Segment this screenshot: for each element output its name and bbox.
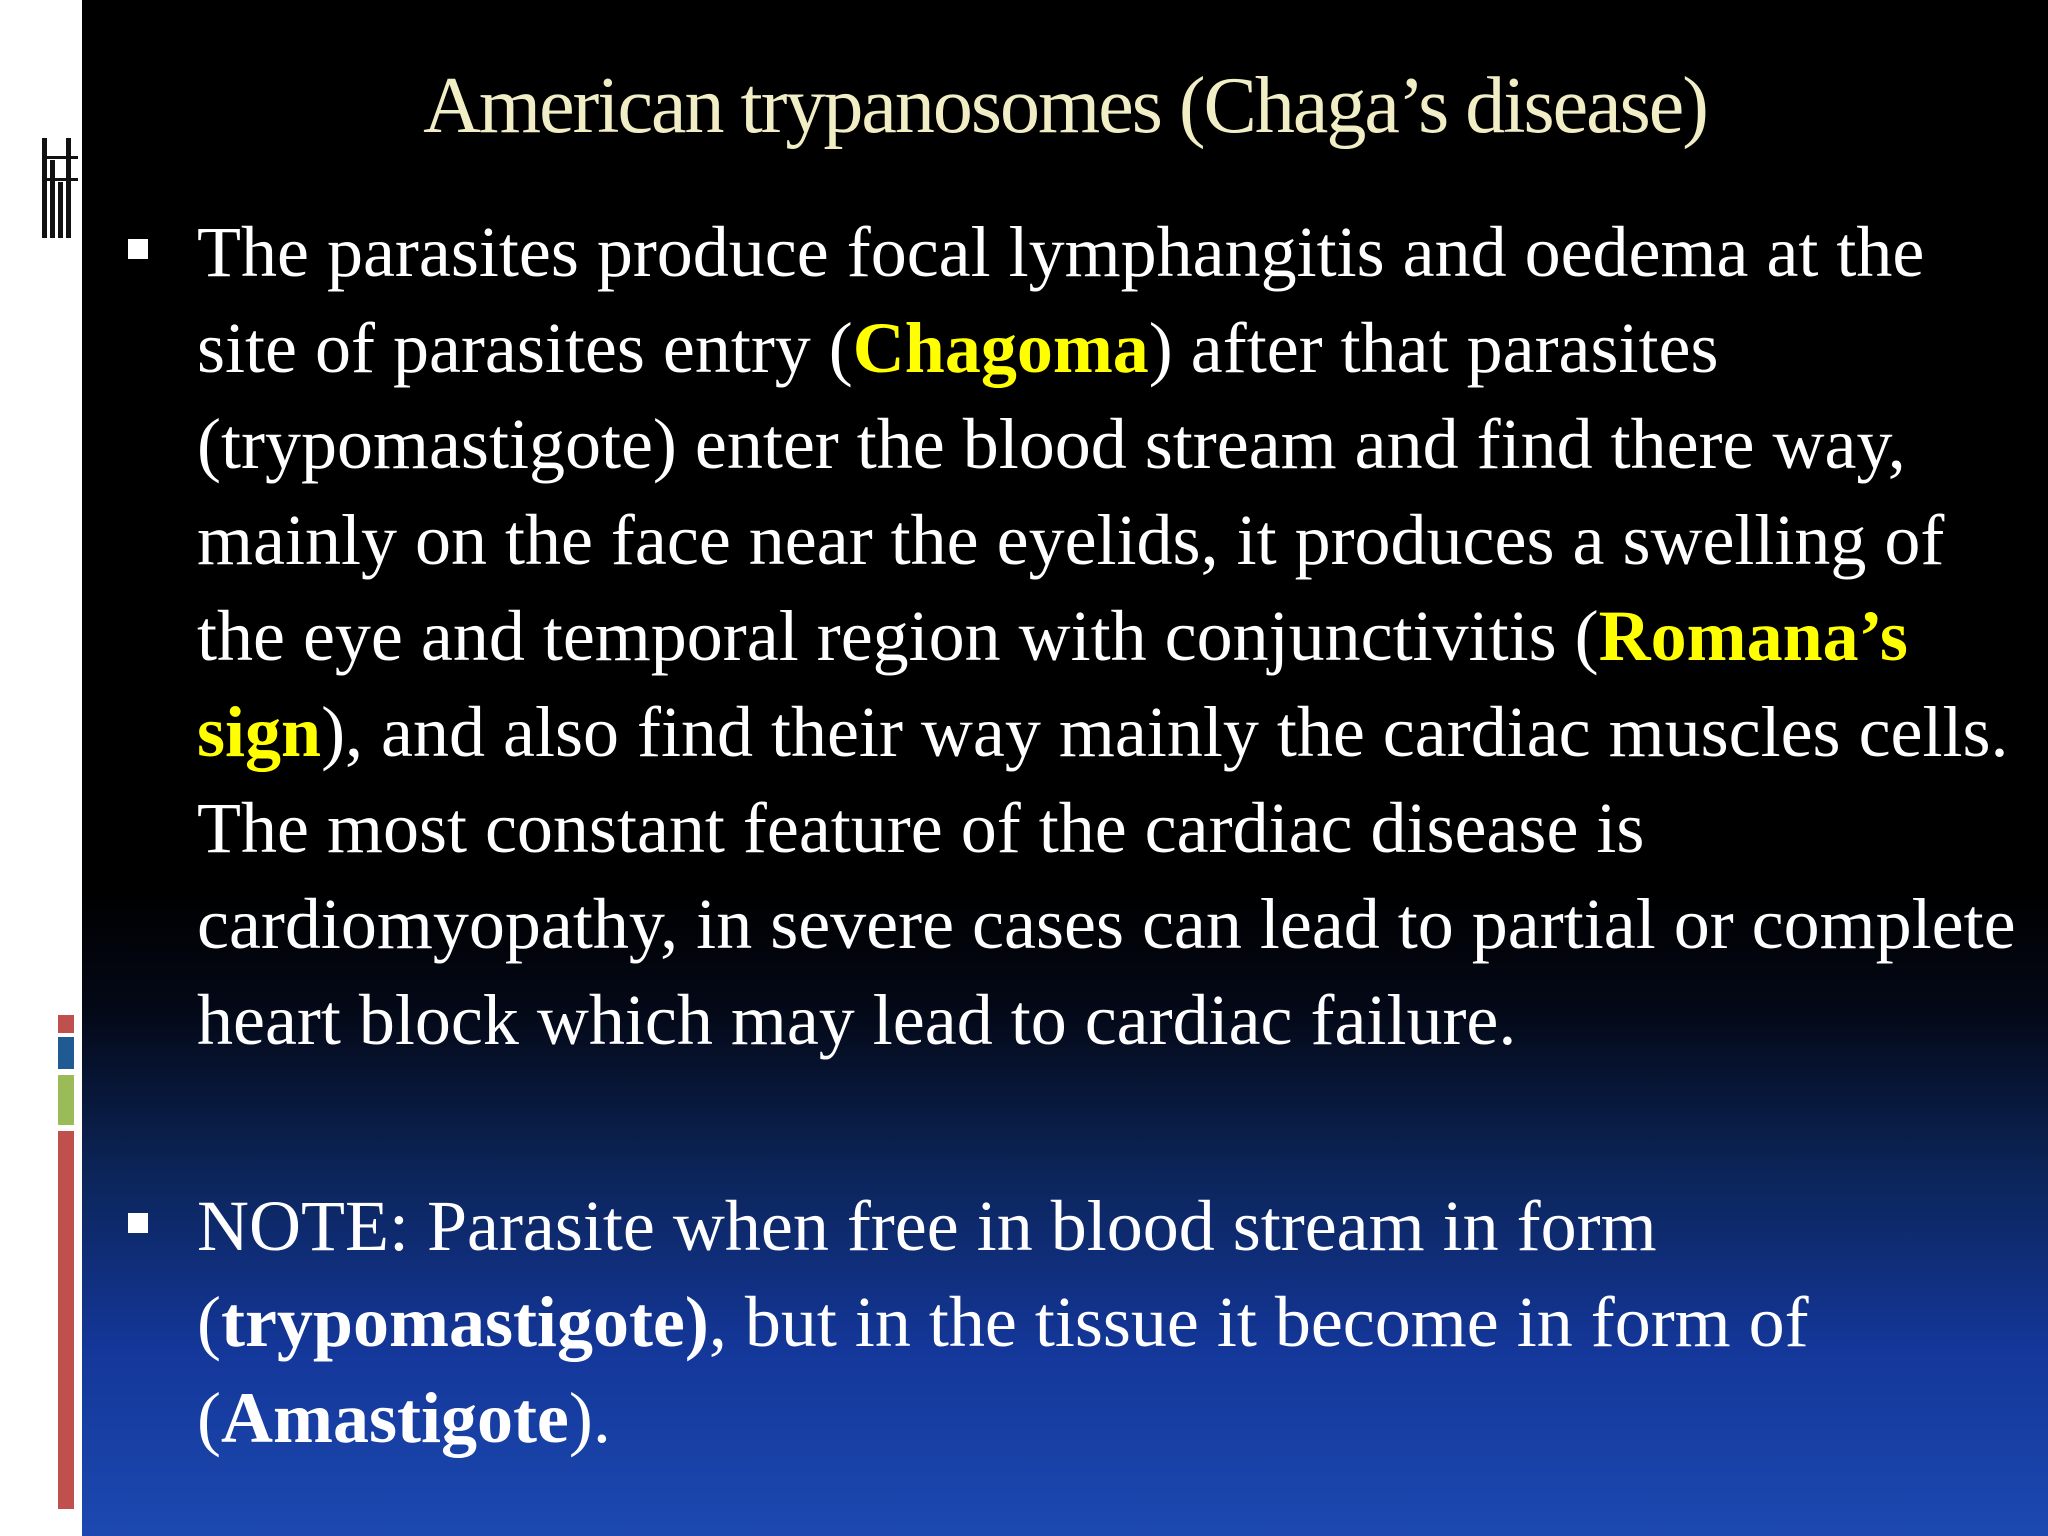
bullet-text: The parasites produce focal lymphangitis and oedema at the site of parasites entry (	[197, 212, 1925, 388]
highlight-term-romanas-sign: Romana’s sign	[197, 596, 1908, 772]
accent-bar-red-bottom	[58, 1131, 74, 1509]
bold-term-amastigote: Amastigote	[220, 1378, 569, 1458]
bullet-text: ), and also find their way mainly the cardiac muscles cells. The most constant feature of the cardiac disease is cardiomyopathy, in severe cases can lead to partial or complete heart block which may lead to cardiac failure.	[197, 692, 2016, 1060]
square-bullet-icon	[128, 239, 148, 259]
bullet-text: , but in the tissue it become in form of (	[197, 1282, 1809, 1458]
bullet-item-note	[117, 1178, 2022, 1466]
slide-title: American trypanosomes (Chaga’s disease)	[423, 62, 1707, 150]
accent-bar-green	[58, 1075, 74, 1125]
bold-term-trypomastigote: trypomastigote)	[220, 1282, 709, 1362]
square-bullet-icon	[128, 1213, 148, 1233]
accent-bar-blue	[58, 1037, 74, 1069]
bullet-item-chagas-pathology	[117, 204, 2022, 1068]
barcode-stripes-decoration	[42, 138, 78, 238]
bullet-text: NOTE: Parasite when free in blood stream in form (	[197, 1186, 1657, 1362]
highlight-term-chagoma: Chagoma	[852, 308, 1149, 388]
bullet-text: ).	[568, 1378, 611, 1458]
left-decorative-strip	[0, 0, 82, 1536]
accent-bar-red-top	[58, 1015, 74, 1033]
bullet-text: ) after that parasites (trypomastigote) enter the blood stream and find there way, mainly on the face near the eyelids, it produces a swelling of the eye and temporal region with conjunctivitis (	[197, 308, 1945, 676]
